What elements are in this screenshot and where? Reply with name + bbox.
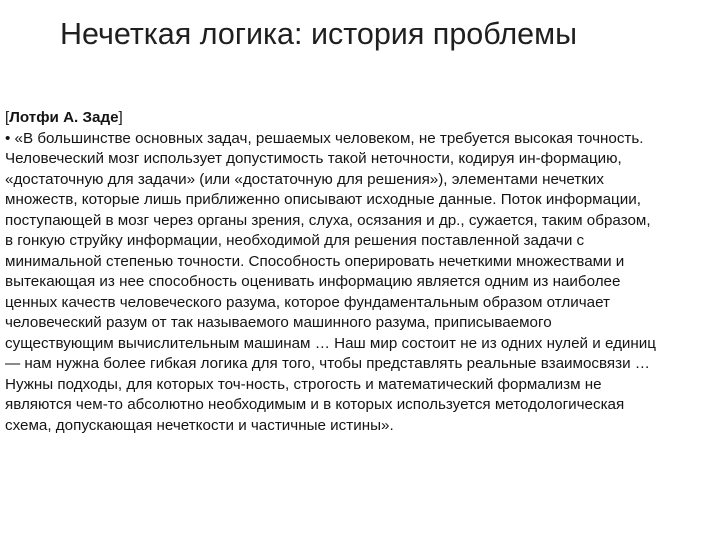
- body-line: схема, допускающая нечеткости и частичные истины».: [5, 416, 394, 434]
- body-line: человеческий разум от так называемого машинного разума, приписываемого: [5, 314, 552, 331]
- body-line: множеств, которые лишь приближенно описывают исходные данные. Поток информации,: [5, 191, 641, 208]
- body-line: «достаточную для задачи» (или «достаточную для решения»), элементами нечетких: [5, 170, 604, 188]
- author-close-bracket: ]: [118, 109, 123, 126]
- body-line: поступающей в мозг через органы зрения, слуха, осязания и др., сужается, таким образом,: [5, 211, 651, 229]
- body-line: • «В большинстве основных задач, решаемых человеком, не требуется высокая точность.: [5, 129, 644, 147]
- body-line: — нам нужна более гибкая логика для того, чтобы представлять реальные взаимосвязи …: [5, 355, 650, 372]
- body-line: вытекающая из нее способность оценивать информацию является одним из наиболее: [5, 273, 621, 290]
- body-line: ценных качеств человеческого разума, которое фундаментальным образом отличает: [5, 293, 610, 311]
- author-line: [5, 108, 715, 129]
- slide-title: Нечеткая логика: история проблемы: [60, 17, 577, 51]
- body-line: минимальной степенью точности. Способность оперировать нечеткими множествами и: [5, 252, 625, 270]
- body-line: Человеческий мозг использует допустимость такой неточности, кодируя ин-формацию,: [5, 150, 622, 167]
- body-line: Нужны подходы, для которых точ-ность, строгость и математический формализм не: [5, 375, 602, 393]
- body-line: являются чем-то абсолютно необходимым и в которых используется методологическая: [5, 396, 625, 413]
- body-line: в гонкую струйку информации, необходимой для решения поставленной задачи с: [5, 232, 585, 249]
- slide-body: [5, 108, 715, 436]
- author-name: Лотфи А. Заде: [9, 109, 119, 126]
- body-line: существующим вычислительным машинам … Наш мир состоит не из одних нулей и единиц: [5, 334, 656, 352]
- author-open-bracket: [: [5, 109, 10, 126]
